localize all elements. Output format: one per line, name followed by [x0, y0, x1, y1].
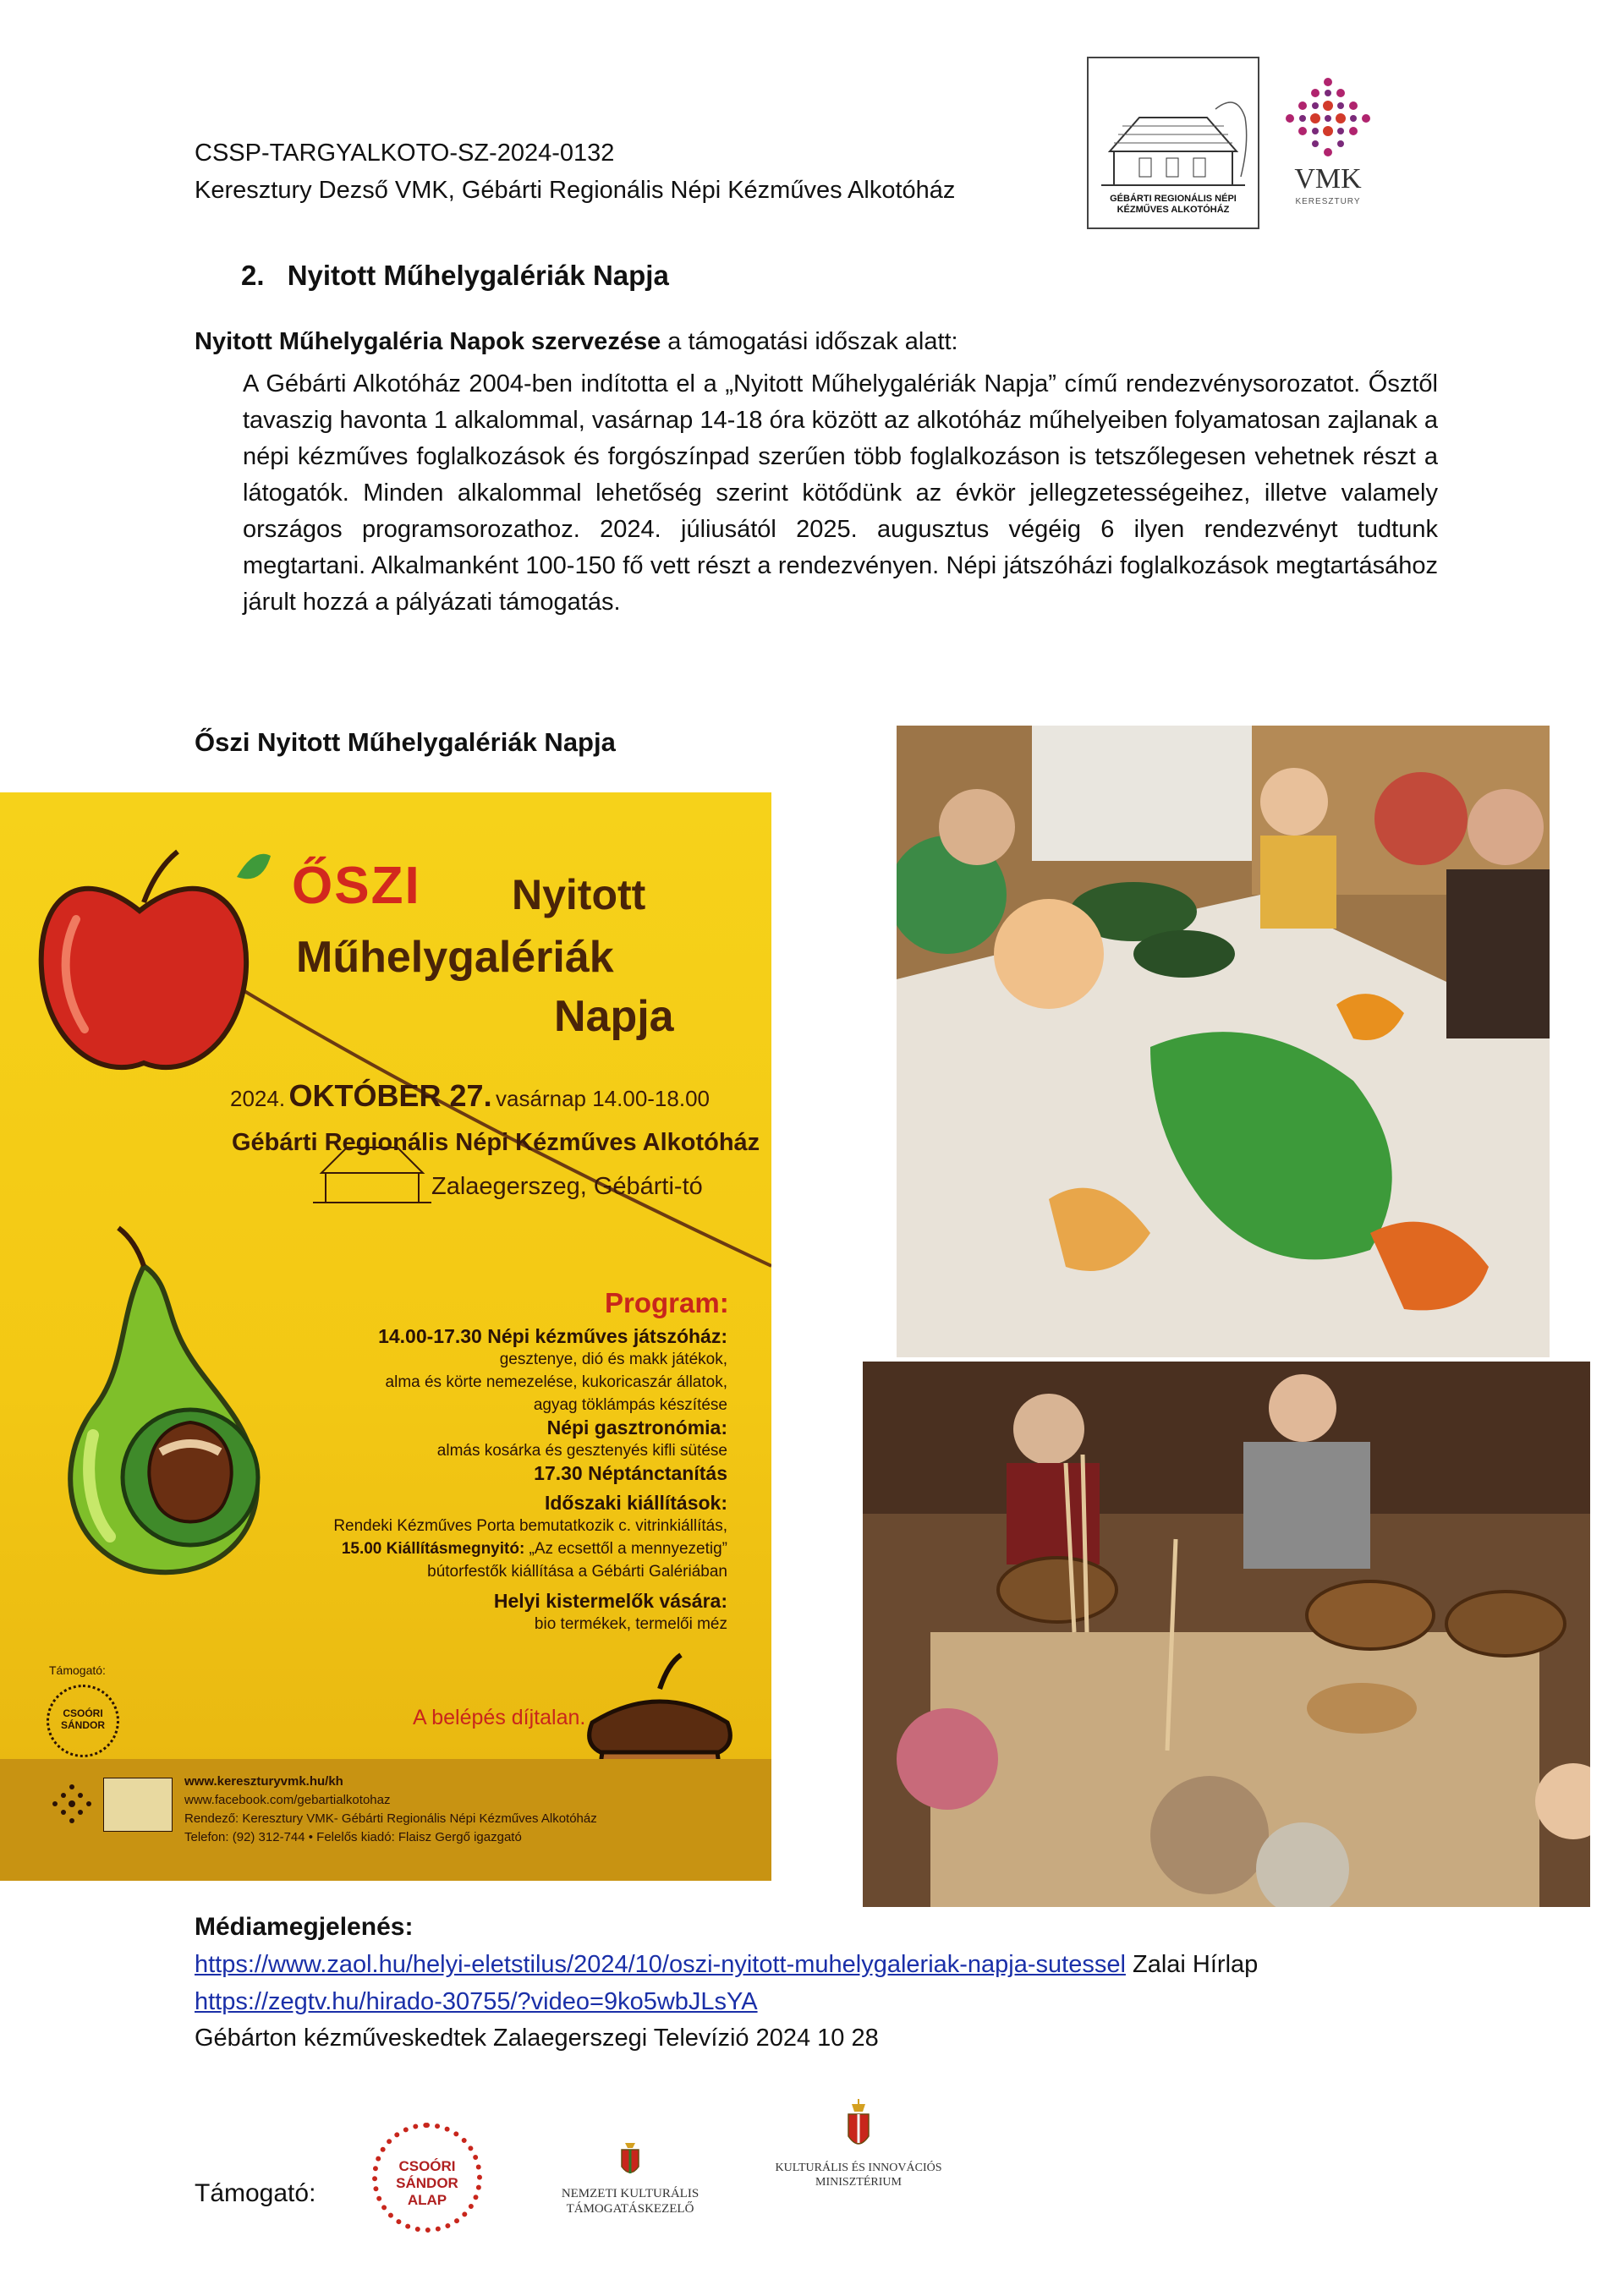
media-link-zaol[interactable]: https://www.zaol.hu/helyi-eletstilus/2024/10/oszi-nyitott-muhelygaleriak-napja-sutessel [195, 1951, 1126, 1978]
coat-of-arms-icon [617, 2140, 643, 2182]
poster-p4-l1: bio termékek, termelői méz [534, 1615, 727, 1633]
nktk-logo [550, 2140, 710, 2241]
poster-title-nyitott: Nyitott [512, 871, 646, 918]
section-lead-bold: Nyitott Műhelygaléria Napok szervezése [195, 328, 661, 355]
poster-date-rest: vasárnap 14.00-18.00 [496, 1086, 710, 1111]
kim-text-1: KULTURÁLIS ÉS INNOVÁCIÓS [775, 2162, 942, 2174]
poster-p2-head: Népi gasztronómia: [546, 1417, 727, 1438]
poster-p1-l1: gesztenye, dió és makk játékok, [499, 1351, 727, 1368]
felting-scene [897, 726, 1550, 1357]
poster-free-entry: A belépés díjtalan. [413, 1706, 586, 1729]
media-heading: Médiamegjelenés: [195, 1913, 414, 1941]
vmk-logo-sub: KERESZTURY [1295, 197, 1361, 206]
section-heading [241, 260, 669, 292]
poster-program-heading: Program: [605, 1287, 729, 1318]
media-line3: Gébárton kézműveskedtek Zalaegerszegi Televízió 2024 10 28 [195, 2025, 879, 2052]
poster-p3-l2-bold: 15.00 Kiállításmegnyitó: [341, 1540, 525, 1558]
poster-p2-l1: almás kosárka és gesztenyés kifli sütése [436, 1442, 727, 1460]
poster-date-year: 2024. [230, 1086, 286, 1111]
document-id: CSSP-TARGYALKOTO-SZ-2024-0132 [195, 140, 615, 167]
poster-title-line2: Műhelygalériák [296, 933, 614, 982]
institution-name: Keresztury Dezső VMK, Gébárti Regionális Népi Kézműves Alkotóház [195, 177, 956, 204]
poster-place: Zalaegerszeg, Gébárti-tó [431, 1173, 703, 1200]
footer-supporter-label: Támogató: [195, 2179, 316, 2207]
poster-footer [0, 1759, 771, 1881]
poster-venue: Gébárti Regionális Népi Kézműves Alkotóház [232, 1129, 760, 1156]
chestnut-icon [123, 1410, 258, 1545]
poster-footer-l4: Telefon: (92) 312-744 • Felelős kiadó: Flaisz Gergő igazgató [184, 1830, 522, 1844]
poster-title-oszi: ŐSZI [292, 857, 421, 915]
ministry-coat-of-arms-icon [842, 2097, 875, 2156]
poster-supporter-label: Támogató: [49, 1663, 106, 1677]
csoori-sandor-text: CSOÓRI SÁNDOR ALAP [396, 2158, 458, 2208]
poster-p1-l2: alma és körte nemezelése, kukoricaszár állatok, [385, 1373, 727, 1391]
poster-csoori-text: CSOÓRI SÁNDOR [60, 1707, 105, 1731]
poster-vmk-icon [51, 1783, 93, 1825]
event-poster [0, 792, 771, 1881]
poster-p1-l3: agyag töklámpás készítése [533, 1396, 727, 1414]
nktk-text-2: TÁMOGATÁSKEZELŐ [566, 2202, 694, 2216]
poster-title-line3: Napja [554, 992, 674, 1041]
vmk-logo [1281, 72, 1374, 207]
section-lead-rest: a támogatási időszak alatt: [661, 328, 958, 355]
alkotohaz-logo-text: GÉBÁRTI REGIONÁLIS NÉPI KÉZMŰVES ALKOTÓHÁZ [1110, 194, 1237, 215]
media-link1-suffix: Zalai Hírlap [1125, 1951, 1259, 1978]
section-title: Nyitott Műhelygalériák Napja [287, 260, 669, 291]
kim-logo [761, 2097, 956, 2233]
poster-footer-text [184, 1773, 597, 1847]
poster-p3-head: Időszaki kiállítások: [544, 1492, 727, 1514]
poster-p2-l2: 17.30 Néptánctanítás [534, 1462, 727, 1484]
media-line1 [195, 1951, 1258, 1979]
csoori-sandor-logo [372, 2123, 482, 2233]
section-body: A Gébárti Alkotóház 2004-ben indította el a „Nyitott Műhelygalériák Napja” című rendezvénysorozatot. Ősztől tavaszig havonta 1 alkalommal, vasárnap 14-18 óra között az alkotóház műhelyeiben folyamatosan zajlanak a népi kézműves foglalkozások és forgószínpad szerűen több foglalkozáson is tetszőlegesen vehetnek részt a látogatók. Minden alkalommal lehetőség szerint kötődünk az évkör jellegzetességeihez, illetve valamely országos programsorozathoz. 2024. júliusától 2025. augusztus végéig 6 ilyen rendezvényt tudtunk megtartani. Alkalmanként 100-150 fő vett részt a rendezvényen. Népi játszóházi foglalkozások megtartásához járult hozzá a pályázati támogatás. [243, 370, 1438, 616]
nktk-text-1: NEMZETI KULTURÁLIS [561, 2187, 700, 2200]
poster-csoori-logo [47, 1685, 119, 1757]
poster-footer-l2: www.facebook.com/gebartialkotohaz [184, 1793, 391, 1807]
poster-p4-head: Helyi kistermelők vására: [493, 1590, 727, 1612]
alkotohaz-logo [1087, 57, 1259, 229]
poster-p3-l2-rest: „Az ecsettől a mennyezetig” [524, 1540, 727, 1558]
poster-p3-l3: bútorfestők kiállítása a Gébárti Galériában [427, 1563, 727, 1581]
poster-p3-l1: Rendeki Kézműves Porta bemutatkozik c. vitrinkiállítás, [333, 1517, 727, 1535]
section-number: 2. [241, 260, 265, 291]
apple-icon [41, 852, 271, 1067]
kim-text-2: MINISZTÉRIUM [815, 2176, 902, 2189]
section-lead [195, 328, 958, 356]
poster-date [230, 1078, 710, 1114]
poster-p1-head: 14.00-17.30 Népi kézműves játszóház: [378, 1325, 727, 1347]
basket-weaving-photo [863, 1362, 1590, 1907]
vmk-logo-text: VMK [1294, 163, 1362, 195]
vmk-dots-icon [1281, 72, 1374, 165]
media-line2 [195, 1988, 758, 2016]
poster-footer-l3: Rendező: Keresztury VMK- Gébárti Regionális Népi Kézműves Alkotóház [184, 1811, 597, 1826]
poster-alkotohaz-icon [103, 1778, 173, 1832]
felting-workshop-photo [897, 726, 1550, 1357]
poster-footer-l1: www.kereszturyvmk.hu/kh [184, 1774, 343, 1789]
poster-program [254, 1325, 727, 1636]
poster-date-main: OKTÓBER 27. [288, 1078, 492, 1113]
weaving-scene [863, 1362, 1590, 1907]
media-link-zegtv[interactable]: https://zegtv.hu/hirado-30755/?video=9ko5wbJLsYA [195, 1988, 758, 2015]
autumn-subheading: Őszi Nyitott Műhelygalériák Napja [195, 727, 616, 757]
